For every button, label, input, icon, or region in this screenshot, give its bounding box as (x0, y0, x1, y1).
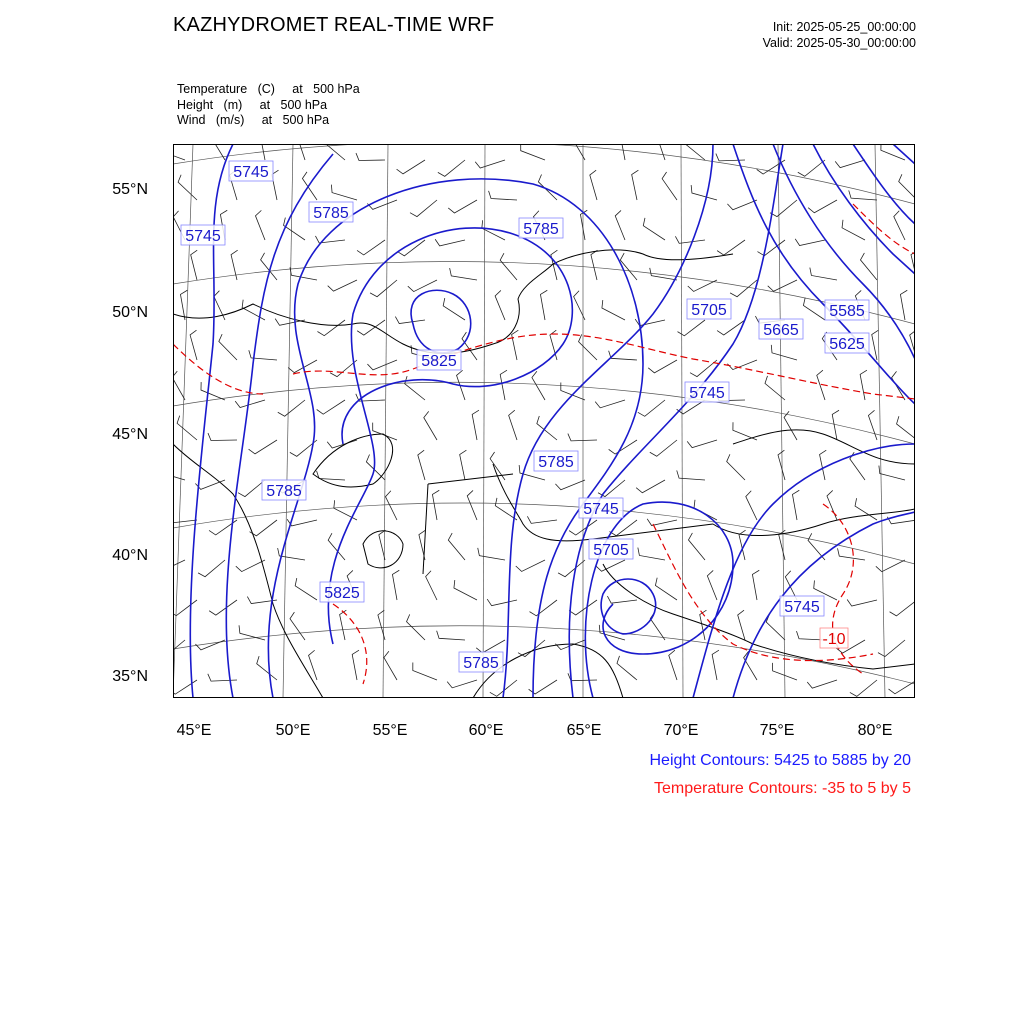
wind-barb (357, 320, 385, 335)
wind-barb (620, 144, 627, 160)
wind-barb (727, 200, 757, 210)
wind-barb (591, 250, 598, 280)
height-contour-label: 5705 (593, 542, 629, 559)
field-temperature: Temperature (C) at 500 hPa (177, 82, 360, 96)
wind-barb (558, 560, 585, 577)
wind-barb (487, 599, 517, 606)
wind-barb (173, 680, 197, 694)
wind-barb (530, 600, 557, 616)
wind-barb (367, 200, 397, 209)
wind-barb (173, 465, 185, 480)
wind-barb (173, 516, 197, 523)
wind-barb (890, 600, 915, 616)
wind-barb (712, 650, 719, 680)
field-wind: Wind (m/s) at 500 hPa (177, 113, 330, 127)
wind-barb (512, 330, 519, 360)
wind-barb (842, 220, 865, 240)
wind-barb (688, 533, 705, 560)
wind-barb (716, 154, 745, 161)
height-contour-label: 5745 (233, 164, 269, 181)
height-contour-label: 5785 (266, 483, 302, 500)
wind-barb (568, 434, 597, 441)
lon-label-70: 70°E (663, 722, 699, 739)
wind-barb (579, 334, 597, 360)
wind-barb (357, 240, 385, 255)
wind-barb (532, 371, 545, 400)
wind-barb (478, 548, 505, 560)
wind-barb (173, 371, 185, 400)
wind-barb (500, 253, 517, 280)
wind-barb (798, 160, 825, 176)
height-contour-label: 5785 (313, 205, 349, 222)
wind-barb (413, 662, 437, 680)
wind-barb (607, 596, 637, 603)
wind-barb (766, 615, 785, 640)
map-panel (173, 144, 915, 698)
wind-barb (373, 423, 397, 440)
wind-barb (555, 480, 585, 490)
wind-barb (173, 144, 185, 160)
wind-barb (521, 144, 545, 160)
wind-barb (340, 610, 347, 640)
wind-barb (395, 317, 425, 324)
wind-barb (208, 674, 237, 681)
wind-barb (255, 210, 265, 240)
wind-barb (284, 218, 305, 240)
wind-barb (398, 240, 425, 256)
wind-barb (438, 160, 465, 176)
wind-barb (752, 570, 759, 600)
wind-barb (195, 480, 225, 489)
wind-barb (209, 600, 237, 615)
wind-barb (190, 330, 197, 360)
lon-label-65: 65°E (566, 722, 602, 739)
lon-label-60: 60°E (468, 722, 504, 739)
wind-barb (784, 411, 797, 440)
wind-barb (367, 360, 397, 370)
wind-barb (472, 410, 479, 440)
wind-barb (765, 376, 785, 400)
wind-barb (295, 578, 317, 600)
height-contour-label: 5785 (523, 221, 559, 238)
wind-barb (894, 211, 905, 240)
wind-barb (827, 490, 837, 520)
wind-barb (317, 400, 345, 414)
wind-barb (356, 153, 385, 160)
height-contour-label: 5785 (463, 655, 499, 672)
wind-barb (669, 650, 677, 680)
wind-barb (432, 490, 439, 520)
height-contour-label: 5705 (691, 302, 727, 319)
wind-barb (810, 268, 837, 280)
wind-barb (746, 491, 757, 520)
wind-barb (727, 360, 757, 370)
wind-barb (235, 400, 265, 407)
run-times (763, 19, 916, 51)
wind-barb (435, 239, 465, 246)
wind-barb (447, 680, 477, 688)
wind-barb (352, 650, 359, 680)
wind-barb (636, 480, 665, 493)
weather-map (173, 144, 915, 698)
wind-barb (808, 200, 837, 213)
lat-label-50: 50°N (112, 304, 148, 321)
wind-barb (687, 440, 717, 448)
wind-barb (900, 290, 907, 320)
wind-barb (897, 416, 915, 440)
height-contour-label: 5585 (829, 303, 865, 320)
wind-barb (467, 490, 477, 520)
wind-barb (454, 580, 477, 600)
wind-barb (495, 290, 505, 320)
lat-label-40: 40°N (112, 547, 148, 564)
wind-barb (795, 239, 825, 246)
height-contour-label: 5745 (784, 599, 820, 616)
wind-barb (868, 410, 877, 440)
wind-barb (662, 172, 677, 200)
wind-barb (860, 253, 877, 280)
wind-barb (650, 440, 677, 456)
wind-barb (448, 533, 465, 560)
wind-barb (516, 560, 545, 571)
borders (173, 250, 915, 698)
wind-barb (899, 174, 915, 200)
wind-barb (450, 268, 477, 280)
lon-label-45: 45°E (176, 722, 212, 739)
wind-barb (191, 250, 198, 280)
lat-label-35: 35°N (112, 668, 148, 685)
lon-label-55: 55°E (372, 722, 408, 739)
contour-labels (181, 161, 869, 672)
wind-barb (418, 450, 425, 480)
wind-barb (768, 280, 797, 291)
field-descriptions (177, 82, 360, 129)
wind-barb (647, 519, 677, 526)
init-time: Init: 2025-05-25_00:00:00 (772, 20, 916, 34)
wind-barb (615, 210, 625, 240)
wind-barb (385, 491, 397, 520)
wind-barb (410, 200, 437, 217)
wind-barb (424, 411, 437, 440)
wind-barb (707, 570, 717, 600)
wind-barb (688, 280, 717, 291)
wind-barb (771, 345, 797, 360)
wind-barb (180, 290, 187, 320)
wind-barb (407, 614, 425, 640)
wind-barb (437, 631, 465, 640)
wind-barb (290, 612, 305, 640)
field-height: Height (m) at 500 hPa (177, 97, 328, 112)
wind-barb (384, 651, 397, 680)
wind-barb (609, 440, 637, 454)
height-contour-label: 5785 (538, 454, 574, 471)
wind-barb (527, 516, 557, 523)
wind-barb (500, 370, 507, 400)
height-contour-label: 5745 (583, 501, 619, 518)
wind-barb (744, 651, 757, 680)
wind-barb (328, 280, 357, 291)
wind-barb (803, 298, 825, 320)
wind-barb (638, 548, 665, 560)
height-contour-label: 5745 (689, 385, 725, 402)
wind-barb (315, 236, 345, 243)
lon-label-75: 75°E (759, 722, 795, 739)
height-contour-label: 5665 (763, 322, 799, 339)
wind-barb (860, 370, 867, 400)
wind-barb (820, 450, 827, 480)
wind-barb (632, 170, 639, 200)
wind-barb (878, 640, 905, 657)
lon-label-50: 50°E (275, 722, 311, 739)
wind-barb (238, 480, 265, 497)
wind-barb (879, 466, 905, 480)
wind-barb (448, 200, 477, 213)
wind-barb (590, 170, 597, 200)
wind-barb (717, 240, 745, 255)
wind-barb (392, 570, 399, 600)
wind-barb (476, 640, 505, 653)
wind-barb (219, 334, 237, 360)
wind-barb (778, 450, 785, 480)
wind-barb (397, 160, 425, 174)
wind-barb (198, 560, 225, 577)
wind-barb (595, 400, 625, 408)
wind-barb (201, 382, 225, 400)
wind-barb (847, 599, 877, 606)
wind-barb (655, 578, 677, 600)
wind-barb (173, 560, 185, 571)
wind-barb (236, 560, 265, 572)
wind-barb (675, 236, 705, 243)
wind-barb (596, 560, 625, 571)
wind-barb (690, 360, 717, 377)
wind-barb (462, 332, 477, 360)
height-legend: Height Contours: 5425 to 5885 by 20 (649, 752, 911, 769)
wind-barb (850, 680, 877, 696)
wind-barb (792, 490, 799, 520)
map-title: KAZHYDROMET REAL-TIME WRF (173, 14, 495, 36)
wind-barb (489, 191, 517, 200)
wind-barb (250, 520, 277, 536)
wind-barb (849, 190, 877, 200)
wind-barb (257, 656, 277, 680)
wind-barb (325, 144, 345, 160)
valid-time: Valid: 2025-05-30_00:00:00 (762, 36, 916, 50)
wind-barb (617, 656, 637, 680)
wind-barb (331, 185, 357, 200)
wind-barb (509, 410, 517, 440)
wind-barb (426, 571, 437, 600)
wind-barb (249, 440, 277, 454)
wind-barb (460, 450, 467, 480)
wind-barb (657, 144, 665, 160)
wind-barb (691, 185, 717, 200)
height-contour-label: 5745 (185, 228, 221, 245)
wind-barb (738, 610, 745, 640)
wind-barb (370, 280, 397, 297)
wind-barb (677, 470, 705, 480)
wind-barb (648, 360, 677, 373)
height-contour-label: 5825 (324, 585, 360, 602)
wind-barb (334, 500, 357, 520)
wind-barb (366, 454, 385, 480)
wind-barb (278, 400, 305, 416)
wind-barb (807, 680, 837, 688)
wind-barb (872, 330, 879, 360)
wind-barb (317, 320, 345, 336)
wind-barb (568, 673, 597, 680)
wind-barb (643, 218, 665, 240)
wind-barb (297, 144, 305, 160)
height-contour-label: 5625 (829, 336, 865, 353)
wind-barb (835, 160, 865, 168)
wind-barb (540, 290, 547, 320)
wind-barb (727, 454, 745, 480)
lon-label-80: 80°E (857, 722, 893, 739)
wind-barb (602, 300, 625, 320)
height-contour-label: 5825 (421, 353, 457, 370)
temperature-legend: Temperature Contours: -35 to 5 by 5 (653, 780, 911, 797)
wind-barb (638, 400, 665, 416)
wind-barb (889, 680, 915, 694)
lat-label-45: 45°N (112, 426, 148, 443)
wind-barb (177, 416, 197, 440)
wind-barb (208, 433, 237, 440)
wind-barb (178, 175, 197, 200)
wind-barb (876, 560, 905, 572)
temperature-contour-label: -10 (822, 631, 846, 648)
wind-barb (650, 268, 677, 280)
lat-label-55: 55°N (112, 181, 148, 198)
wind-barb (475, 160, 505, 168)
